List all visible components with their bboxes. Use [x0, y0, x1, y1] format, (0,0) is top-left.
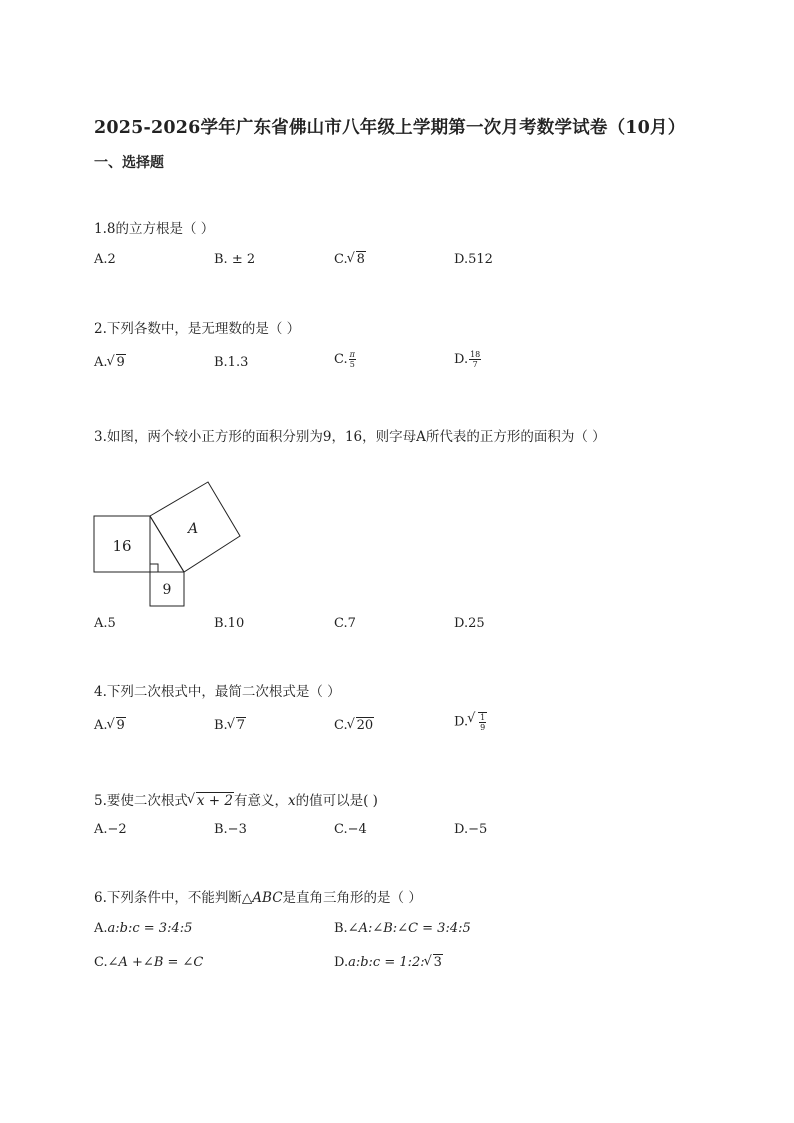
fraction: $\frac{\pi}{5}$: [349, 350, 355, 369]
q4-option-c: C.√ 20: [334, 718, 374, 733]
question-5-stem: 5.要使二次根式√ x + 2有意义，x的值可以是( ): [94, 789, 378, 809]
sqrt-symbol: √ 20: [348, 718, 375, 733]
question-6-stem: 6.下列条件中，不能判断△ABC是直角三角形的是（ ）: [94, 890, 422, 906]
q2-option-b: B.1.3: [214, 355, 249, 370]
q6-option-c: C.∠A +∠B = ∠C: [94, 955, 204, 970]
q1-option-c: C.√ 8: [334, 252, 366, 267]
sqrt-symbol: √ 9: [108, 355, 126, 370]
q4-option-b: B.√ 7: [214, 718, 246, 733]
q1-option-a: A.2: [94, 252, 116, 267]
section-heading: 一、选择题: [94, 155, 164, 171]
sqrt-symbol: √ $\frac{1}{9}$: [468, 712, 487, 732]
fraction: $\frac{18}{7}$: [470, 350, 481, 369]
sqrt-symbol: √ 7: [228, 718, 246, 733]
page-title: 2025-2026学年广东省佛山市八年级上学期第一次月考数学试卷（10月）: [94, 118, 686, 138]
q5-option-b: B.−3: [214, 822, 247, 837]
label-a: A: [187, 521, 199, 537]
q4-option-a: A.√ 9: [94, 718, 126, 733]
question-3-stem: 3.如图，两个较小正方形的面积分别为9，16，则字母A所代表的正方形的面积为（ ）: [94, 429, 606, 445]
sqrt-symbol: √ x + 2: [188, 793, 234, 809]
q3-option-a: A.5: [94, 616, 116, 631]
q5-option-a: A.−2: [94, 822, 127, 837]
question-1-stem: 1.8的立方根是（ ）: [94, 221, 215, 237]
sqrt-symbol: √ 9: [108, 718, 126, 733]
q2-option-a: A.√ 9: [94, 355, 126, 370]
sqrt-symbol: √ 8: [348, 252, 366, 267]
q2-option-c: C. $\frac{\pi}{5}$: [334, 350, 355, 369]
label-9: 9: [162, 582, 172, 598]
q5-option-c: C.−4: [334, 822, 367, 837]
q1-option-b: B. ± 2: [214, 252, 256, 267]
q6-option-b: B.∠A:∠B:∠C = 3:4:5: [334, 921, 471, 936]
q3-option-b: B.10: [214, 616, 245, 631]
label-16: 16: [112, 537, 132, 555]
question-2-stem: 2.下列各数中，是无理数的是（ ）: [94, 321, 301, 337]
q1-option-d: D.512: [454, 252, 493, 267]
q5-option-d: D.−5: [454, 822, 488, 837]
pythagoras-squares-figure: [90, 478, 250, 610]
question-4-stem: 4.下列二次根式中，最简二次根式是（ ）: [94, 684, 341, 700]
q6-option-a: A.a:b:c = 3:4:5: [94, 921, 193, 936]
q4-option-d: D. √ $\frac{1}{9}$: [454, 712, 487, 732]
q3-option-d: D.25: [454, 616, 485, 631]
q2-option-d: D. $\frac{18}{7}$: [454, 350, 481, 369]
q3-option-c: C.7: [334, 616, 356, 631]
right-angle-marker: [150, 564, 158, 572]
sqrt-symbol: √ 3: [425, 955, 443, 970]
q6-option-d: D.a:b:c = 1:2:√ 3: [334, 955, 443, 970]
